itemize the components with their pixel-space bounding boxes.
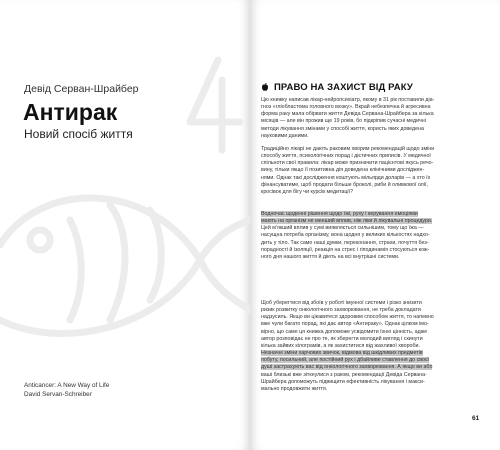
- text-line: [261, 182, 481, 189]
- text-line: [261, 329, 481, 336]
- text-line: [261, 254, 481, 261]
- text-line-content: гноз «гліобластома головного мозку». Вкрай небезпечна й агресивна: [261, 104, 431, 111]
- text-line: [261, 232, 481, 239]
- text-line: [261, 357, 481, 364]
- text-line: [261, 111, 481, 118]
- text-line: [261, 379, 481, 386]
- text-line-content: методи лікування змінами у способі життя, користь яких доведена: [261, 125, 424, 132]
- text-line: [261, 372, 481, 379]
- text-line-content: фінансуватиме, щоб продати більше броколі, риби й оливкової олії,: [261, 181, 428, 188]
- text-line-content: Водночас щоденні рішення щодо їжі, руху і керування емоціями: [261, 211, 418, 217]
- text-line-content: душі застрахують вас від онкологічного захворювання. А якщо ви або: [261, 364, 433, 371]
- text-line-content: надзусиль. Якщо ви цікавитеся здоровим способом життя, то напевно: [261, 314, 434, 321]
- text-line-content: нями. Однак такі дослідження коштують мільярди доларів — а хто їх: [261, 174, 431, 181]
- text-line-content: ваші близькі вже зіткнулися з раком, рекомендації Девіда Сервана-: [261, 371, 427, 378]
- text-line-content: Щоб уберегтися від збоїв у роботі імунної системи і різко знизити: [261, 300, 422, 306]
- text-line-content: форма раку мала обірвати життя Девіда Сервана-Шрайбера за кілька: [261, 111, 434, 118]
- text-line: [261, 240, 481, 247]
- text-line: [261, 307, 481, 314]
- text-line-content: ного дня нашого життя й діють на всі внутрішні системи.: [261, 253, 400, 260]
- text-line-content: вже чули багато порад, які дає автор «Антираку». Однак цілком імо-: [261, 321, 429, 328]
- text-line: [261, 167, 481, 174]
- text-line-content: мають на організм не менший вплив, ніж ліки й лікувальні процедури.: [261, 218, 433, 225]
- text-line: [261, 126, 481, 133]
- text-line-content: Незначні зміни харчових звичок, відмова від шкідливих предметів: [261, 350, 423, 357]
- text-line-content: насущна потреба організму, вона щодня у великих кількостях надхо-: [261, 232, 430, 239]
- text-line-content: автор розповідає не про те, як зберегти молодий вигляд і скинути: [261, 335, 423, 342]
- original-edition: [24, 381, 109, 399]
- text-line-content: побуту, посильний, але постійний рух і дбайливе ставлення до своєї: [261, 357, 430, 364]
- apple-icon: [261, 83, 269, 92]
- text-line-content: мально продовжити життя.: [261, 385, 328, 392]
- text-line: [261, 314, 481, 321]
- text-line-content: ризик розвитку онкологічного захворювання, не треба докладати: [261, 307, 421, 314]
- text-line-content: місяців — але він прожив ще 19 років, бо підкріпив сучасні медичні: [261, 118, 426, 125]
- text-line: [261, 364, 481, 371]
- text-line-content: вину, тільки якщо її позитивна дія доведена клінічними досліджен-: [261, 167, 425, 174]
- original-author: David Servan-Schreiber: [24, 391, 92, 398]
- text-line: [261, 336, 481, 343]
- text-line: [261, 300, 481, 307]
- text-line: [261, 225, 481, 232]
- paragraph-3: [261, 211, 481, 261]
- paragraph-4: [261, 300, 481, 393]
- text-line-content: Цю книжку написав лікар-нейропсихіатр, якому в 31 рік поставили діа-: [261, 97, 435, 103]
- text-line: [261, 160, 481, 167]
- text-line: [261, 321, 481, 328]
- text-line: [261, 175, 481, 182]
- text-line: [261, 247, 481, 254]
- text-line: [261, 133, 481, 140]
- text-line-content: Шрайбера допоможуть підвищити ефективність лікування і макси-: [261, 378, 425, 385]
- text-line-content: кілька зайвих кілограмів, а як захиститися від жахливої хвороби.: [261, 342, 420, 349]
- text-line-content: дить у тіло. Так само наші думки, переконання, страхи, почуття без-: [261, 239, 429, 246]
- text-line: [261, 153, 481, 160]
- intro-paragraph: [261, 97, 481, 140]
- section-header: [261, 81, 413, 93]
- text-line-content: порадності й ізоляції, реакція на стрес і гіподинамія стосуються кож-: [261, 246, 430, 253]
- book-subtitle: Новий спосіб життя: [24, 127, 133, 141]
- text-line-content: способу життя, психологічних порад і дієтичних приписів. У медичної: [261, 153, 431, 160]
- text-line-content: кросівок для бігу чи курсів медитації?: [261, 188, 353, 195]
- text-line: [261, 343, 481, 350]
- author-name: Девід Серван-Шрайбер: [24, 83, 139, 95]
- original-title: Anticancer: A New Way of Life: [24, 382, 110, 389]
- text-line: [261, 118, 481, 125]
- text-line-content: Традиційно лікарі не дають раковим хворим рекомендацій щодо зміни: [261, 146, 435, 152]
- section-title: ПРАВО НА ЗАХИСТ ВІД РАКУ: [274, 81, 413, 93]
- text-line: [261, 146, 481, 153]
- page-number: 61: [472, 415, 480, 422]
- text-line-content: науковими даними.: [261, 132, 309, 139]
- text-line-content: вірно, що саме ця книжка допоможе усвідомити їхню цінність, адже: [261, 328, 428, 335]
- text-line-content: Цей м'якший вплив у сумі виявляється сильнішим, тому що їжа —: [261, 225, 424, 232]
- text-line: [261, 386, 481, 393]
- paragraph-2: [261, 146, 481, 196]
- text-line-content: спільноти свої правила: лікар може призначити пацієнтові якусь речо-: [261, 160, 434, 167]
- text-line: [261, 189, 481, 196]
- book-title: Антирак: [23, 99, 118, 125]
